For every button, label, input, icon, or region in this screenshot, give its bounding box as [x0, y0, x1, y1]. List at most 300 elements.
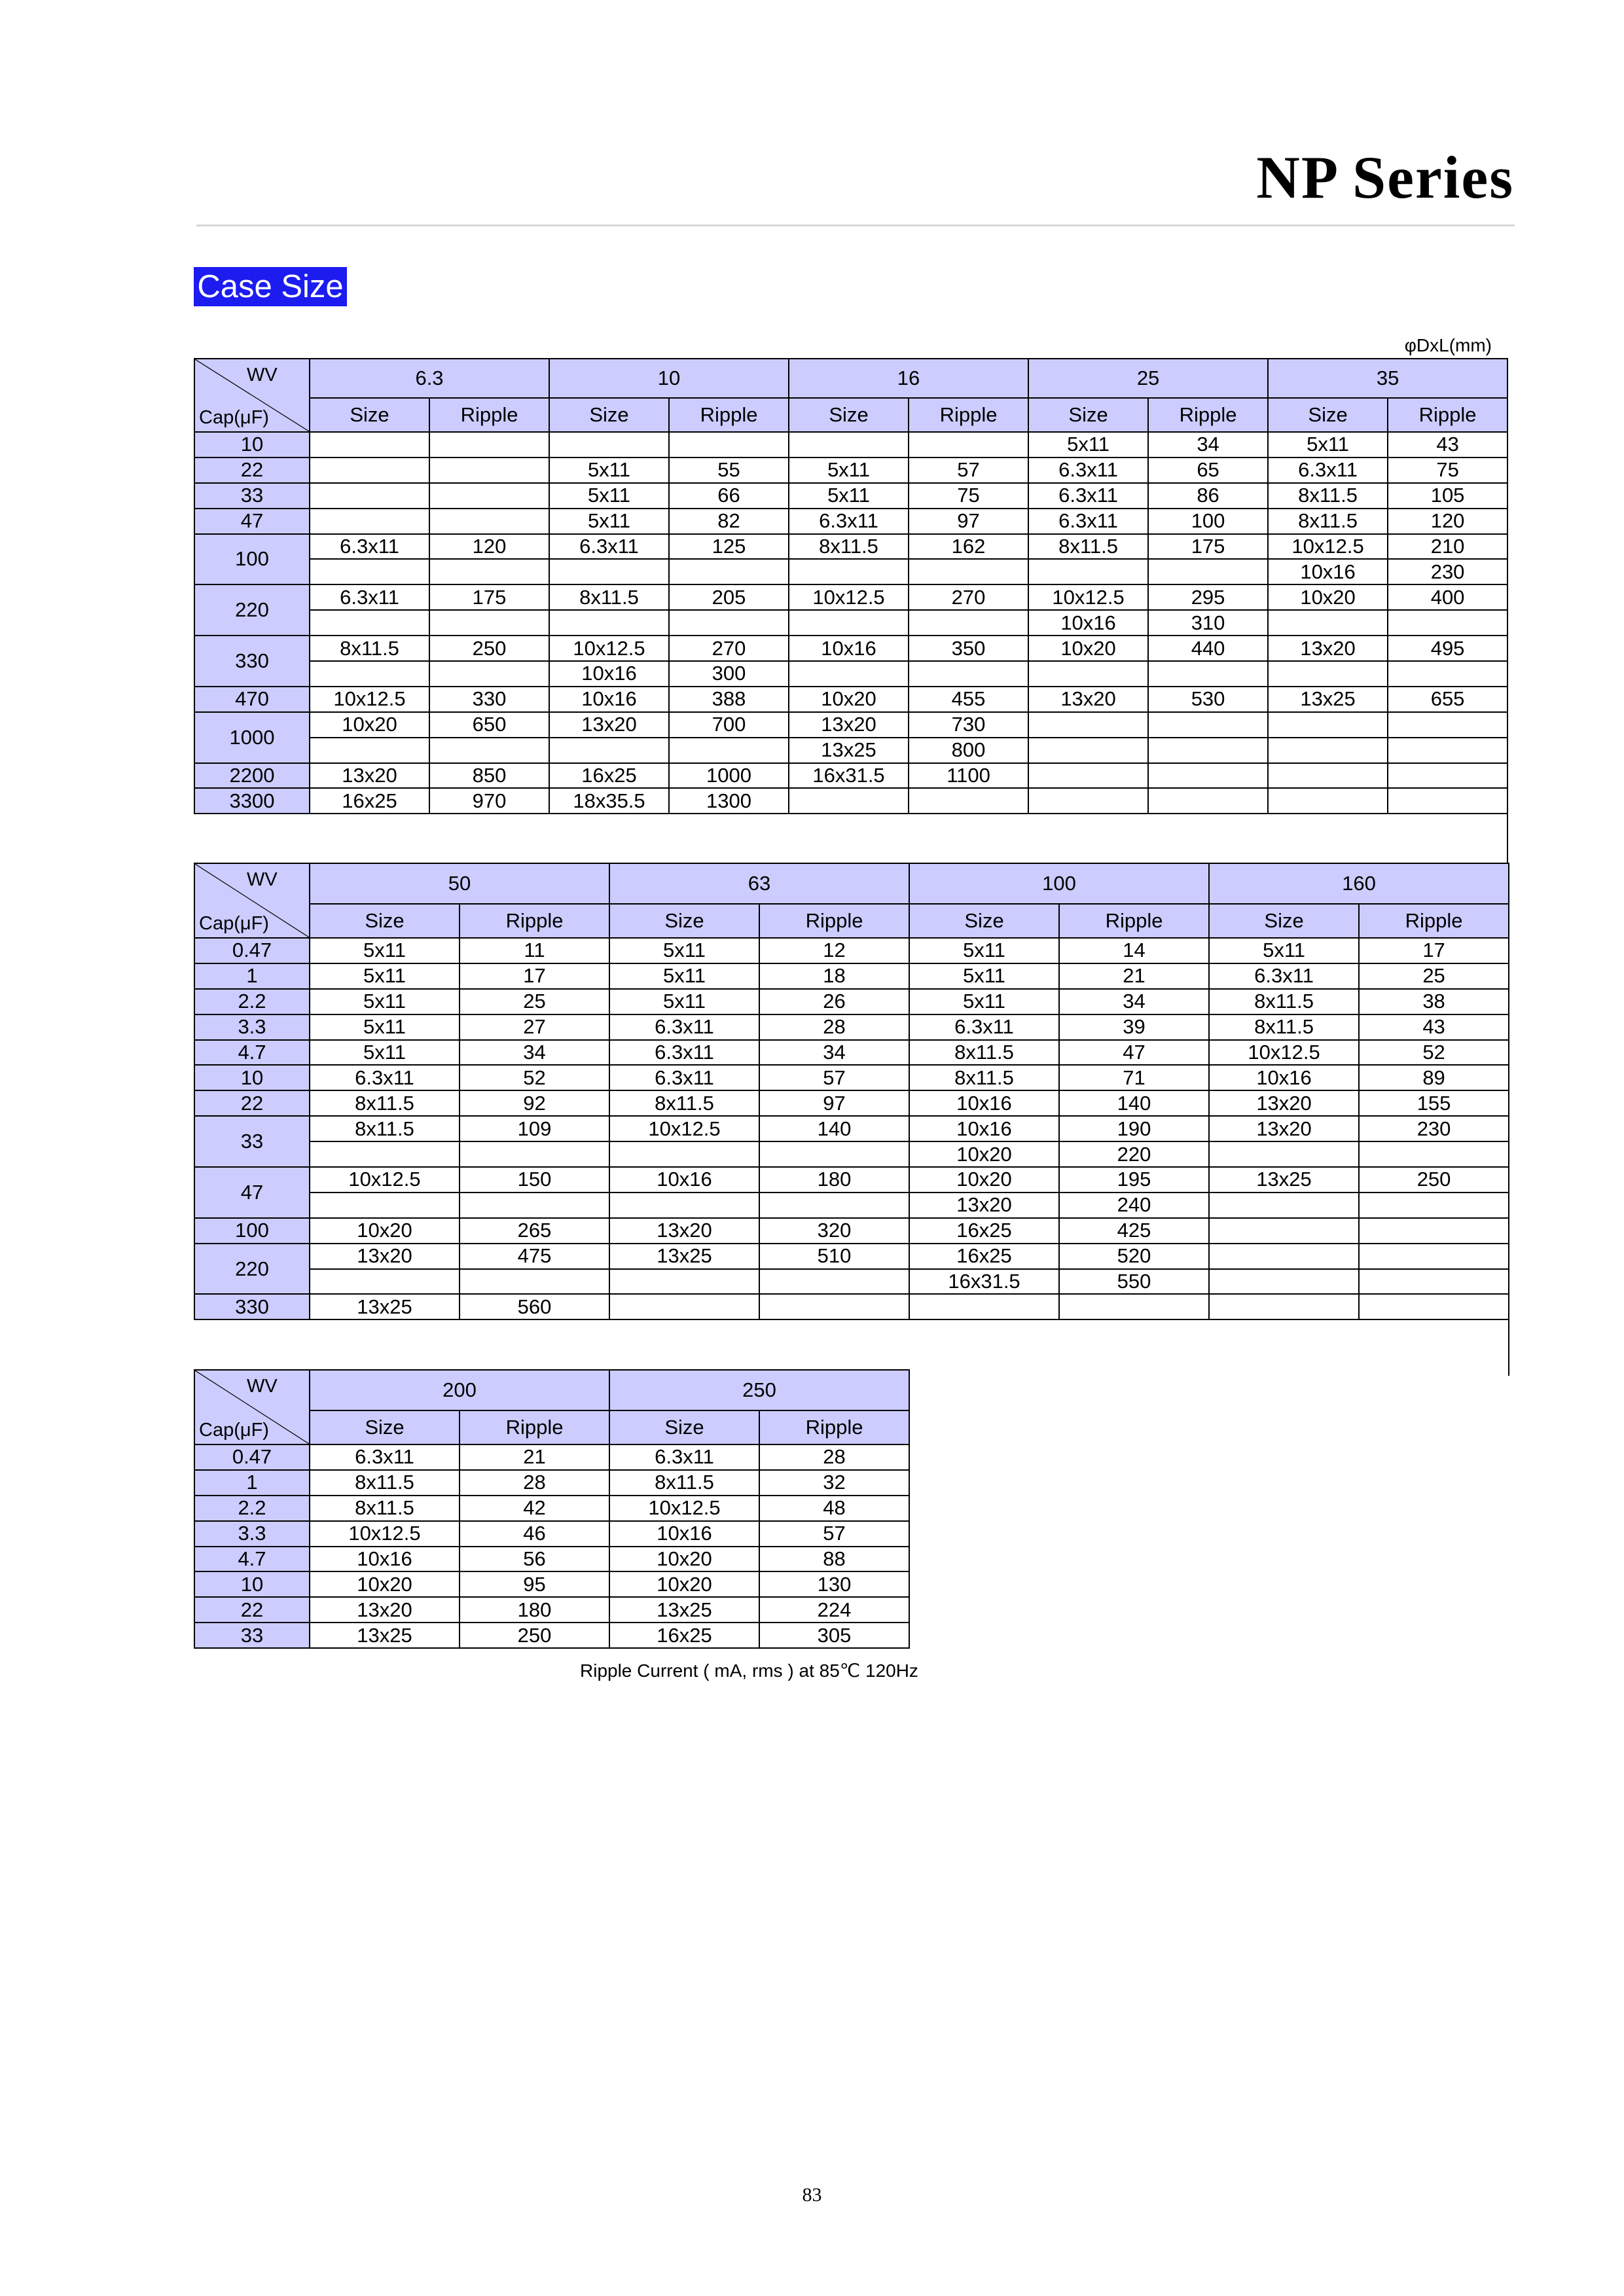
size-cell: 6.3x11	[609, 1040, 759, 1066]
voltage-header: 63	[609, 863, 909, 904]
capacitance-cell: 33	[194, 1116, 310, 1167]
size-cell: 8x11.5	[549, 584, 669, 610]
table-row	[194, 509, 1507, 534]
size-cell: 10x20	[609, 1571, 759, 1597]
table-row	[194, 584, 1507, 610]
size-cell: 10x20	[609, 1547, 759, 1572]
ripple-cell: 89	[1359, 1065, 1509, 1090]
ripple-footnote: Ripple Current ( mA, rms ) at 85℃ 120Hz	[580, 1660, 918, 1681]
size-cell: 6.3x11	[909, 1014, 1059, 1040]
size-cell	[549, 559, 669, 584]
wv-label: WV	[247, 1376, 278, 1397]
ripple-cell: 520	[1059, 1244, 1209, 1269]
capacitance-cell: 3300	[194, 788, 310, 814]
size-cell: 8x11.5	[789, 534, 909, 560]
size-cell	[1268, 788, 1388, 814]
size-cell: 5x11	[609, 938, 759, 963]
ripple-cell	[669, 738, 789, 763]
ripple-column-header: Ripple	[1059, 904, 1209, 938]
ripple-cell	[909, 661, 1028, 687]
size-cell	[549, 610, 669, 636]
size-cell	[310, 1141, 460, 1167]
ripple-cell: 162	[909, 534, 1028, 560]
size-cell: 8x11.5	[1209, 989, 1359, 1014]
ripple-cell: 18	[759, 963, 909, 989]
size-cell: 6.3x11	[1028, 457, 1148, 483]
table-row	[194, 636, 1507, 661]
table-row	[194, 457, 1507, 483]
capacitance-cell: 3.3	[194, 1521, 310, 1547]
ripple-cell: 21	[1059, 963, 1209, 989]
ripple-cell: 66	[669, 483, 789, 509]
ripple-cell: 850	[429, 763, 549, 789]
page-number: 83	[802, 2184, 822, 2206]
case-size-table	[194, 863, 1509, 1320]
size-cell: 10x12.5	[310, 1521, 460, 1547]
capacitance-cell: 47	[194, 509, 310, 534]
ripple-cell: 310	[1148, 610, 1268, 636]
ripple-cell: 57	[759, 1521, 909, 1547]
size-cell: 8x11.5	[310, 1496, 460, 1521]
ripple-cell: 71	[1059, 1065, 1209, 1090]
ripple-cell: 34	[1148, 432, 1268, 457]
ripple-cell: 175	[1148, 534, 1268, 560]
ripple-cell: 125	[669, 534, 789, 560]
ripple-cell: 155	[1359, 1090, 1509, 1116]
case-size-table	[194, 358, 1508, 814]
ripple-cell	[429, 559, 549, 584]
ripple-cell	[1388, 788, 1507, 814]
ripple-cell	[909, 788, 1028, 814]
ripple-cell: 700	[669, 712, 789, 738]
ripple-cell	[1148, 559, 1268, 584]
size-cell: 10x16	[1028, 610, 1148, 636]
ripple-cell: 28	[759, 1444, 909, 1470]
ripple-cell: 97	[759, 1090, 909, 1116]
size-cell	[609, 1294, 759, 1319]
ripple-column-header: Ripple	[759, 904, 909, 938]
table-row	[194, 534, 1507, 560]
ripple-cell: 270	[669, 636, 789, 661]
size-cell	[310, 1269, 460, 1295]
ripple-cell	[1388, 712, 1507, 738]
size-cell: 16x25	[310, 788, 429, 814]
size-cell: 10x12.5	[789, 584, 909, 610]
size-cell	[1268, 661, 1388, 687]
ripple-cell: 270	[909, 584, 1028, 610]
size-cell: 13x20	[1268, 636, 1388, 661]
size-cell: 13x25	[1209, 1167, 1359, 1193]
ripple-cell	[1148, 738, 1268, 763]
size-cell: 13x25	[789, 738, 909, 763]
ripple-cell: 95	[460, 1571, 609, 1597]
size-cell: 5x11	[909, 989, 1059, 1014]
size-cell: 13x20	[310, 763, 429, 789]
capacitance-cell: 330	[194, 1294, 310, 1319]
ripple-cell: 400	[1388, 584, 1507, 610]
cap-label: Cap(μF)	[199, 1420, 269, 1441]
ripple-cell: 88	[759, 1547, 909, 1572]
size-cell: 8x11.5	[1028, 534, 1148, 560]
size-cell: 8x11.5	[1268, 483, 1388, 509]
ripple-cell: 109	[460, 1116, 609, 1141]
size-cell: 10x16	[1268, 559, 1388, 584]
table-row	[194, 1294, 1509, 1319]
table-row	[194, 1597, 909, 1623]
size-cell: 13x25	[310, 1623, 460, 1648]
ripple-cell	[909, 610, 1028, 636]
size-cell: 6.3x11	[1028, 509, 1148, 534]
size-column-header: Size	[310, 904, 460, 938]
ripple-cell: 230	[1388, 559, 1507, 584]
size-column-header: Size	[549, 398, 669, 432]
capacitance-cell: 1	[194, 1470, 310, 1496]
ripple-cell	[1359, 1193, 1509, 1218]
wv-cap-corner-cell	[194, 863, 310, 938]
voltage-header: 6.3	[310, 359, 549, 398]
size-cell: 10x20	[909, 1141, 1059, 1167]
ripple-cell: 43	[1359, 1014, 1509, 1040]
capacitance-cell: 220	[194, 1244, 310, 1295]
ripple-cell: 150	[460, 1167, 609, 1193]
ripple-cell: 57	[909, 457, 1028, 483]
capacitance-cell: 10	[194, 432, 310, 457]
ripple-cell	[460, 1193, 609, 1218]
ripple-cell: 26	[759, 989, 909, 1014]
ripple-cell: 43	[1388, 432, 1507, 457]
size-cell: 5x11	[310, 989, 460, 1014]
size-column-header: Size	[609, 1410, 759, 1444]
ripple-cell: 240	[1059, 1193, 1209, 1218]
ripple-cell: 39	[1059, 1014, 1209, 1040]
ripple-cell: 65	[1148, 457, 1268, 483]
table-row	[194, 1571, 909, 1597]
size-cell	[1209, 1269, 1359, 1295]
table-row	[194, 1547, 909, 1572]
size-cell: 10x20	[909, 1167, 1059, 1193]
ripple-cell: 34	[1059, 989, 1209, 1014]
table-row	[194, 1623, 909, 1648]
size-cell: 10x12.5	[609, 1116, 759, 1141]
ripple-cell: 190	[1059, 1116, 1209, 1141]
size-cell: 5x11	[549, 483, 669, 509]
size-cell	[1209, 1193, 1359, 1218]
size-cell: 10x16	[609, 1167, 759, 1193]
size-cell: 6.3x11	[310, 1444, 460, 1470]
size-cell	[310, 738, 429, 763]
series-title: NP Series	[1256, 144, 1514, 211]
table-row	[194, 1444, 909, 1470]
table-row	[194, 1065, 1509, 1090]
capacitance-cell: 33	[194, 1623, 310, 1648]
ripple-cell: 57	[759, 1065, 909, 1090]
table-edge-line	[1507, 814, 1508, 870]
table-row	[194, 1218, 1509, 1244]
ripple-cell: 11	[460, 938, 609, 963]
table-row	[194, 432, 1507, 457]
table-row	[194, 661, 1507, 687]
size-cell	[310, 559, 429, 584]
size-cell	[1209, 1218, 1359, 1244]
size-cell: 16x25	[909, 1244, 1059, 1269]
size-cell: 5x11	[789, 457, 909, 483]
ripple-cell: 56	[460, 1547, 609, 1572]
size-cell: 10x12.5	[1268, 534, 1388, 560]
ripple-cell: 970	[429, 788, 549, 814]
ripple-cell: 97	[909, 509, 1028, 534]
ripple-cell: 300	[669, 661, 789, 687]
size-cell	[1209, 1244, 1359, 1269]
ripple-cell: 265	[460, 1218, 609, 1244]
size-cell	[609, 1193, 759, 1218]
size-cell: 8x11.5	[609, 1090, 759, 1116]
ripple-cell	[669, 432, 789, 457]
size-cell: 10x20	[789, 687, 909, 712]
size-cell: 6.3x11	[789, 509, 909, 534]
voltage-header: 25	[1028, 359, 1268, 398]
ripple-cell	[759, 1269, 909, 1295]
ripple-column-header: Ripple	[909, 398, 1028, 432]
size-cell	[310, 610, 429, 636]
ripple-cell: 100	[1148, 509, 1268, 534]
size-cell: 16x31.5	[789, 763, 909, 789]
ripple-cell	[429, 457, 549, 483]
size-cell	[609, 1269, 759, 1295]
size-cell: 5x11	[909, 938, 1059, 963]
ripple-column-header: Ripple	[460, 904, 609, 938]
ripple-cell: 655	[1388, 687, 1507, 712]
size-cell	[1209, 1141, 1359, 1167]
size-cell: 8x11.5	[310, 1090, 460, 1116]
size-column-header: Size	[789, 398, 909, 432]
size-cell: 13x25	[1268, 687, 1388, 712]
ripple-cell: 120	[1388, 509, 1507, 534]
ripple-cell: 42	[460, 1496, 609, 1521]
size-cell: 16x25	[909, 1218, 1059, 1244]
size-cell: 6.3x11	[310, 584, 429, 610]
ripple-cell	[1059, 1294, 1209, 1319]
size-cell: 8x11.5	[909, 1040, 1059, 1066]
table-row	[194, 559, 1507, 584]
ripple-cell: 14	[1059, 938, 1209, 963]
ripple-cell: 440	[1148, 636, 1268, 661]
ripple-cell	[429, 483, 549, 509]
wv-label: WV	[247, 365, 278, 386]
size-cell: 10x16	[549, 661, 669, 687]
ripple-cell: 224	[759, 1597, 909, 1623]
table-row	[194, 483, 1507, 509]
ripple-cell: 330	[429, 687, 549, 712]
ripple-cell: 120	[429, 534, 549, 560]
size-cell: 6.3x11	[1209, 963, 1359, 989]
table-row	[194, 1521, 909, 1547]
size-cell	[549, 432, 669, 457]
title-divider	[196, 224, 1515, 226]
ripple-cell: 17	[460, 963, 609, 989]
size-cell	[1028, 763, 1148, 789]
size-cell	[909, 1294, 1059, 1319]
ripple-cell: 34	[759, 1040, 909, 1066]
ripple-cell	[759, 1141, 909, 1167]
dimension-unit-note: φDxL(mm)	[1404, 335, 1492, 355]
size-cell: 16x31.5	[909, 1269, 1059, 1295]
ripple-cell: 210	[1388, 534, 1507, 560]
size-cell	[789, 788, 909, 814]
size-cell: 13x20	[310, 1244, 460, 1269]
size-cell: 5x11	[909, 963, 1059, 989]
ripple-cell: 52	[1359, 1040, 1509, 1066]
ripple-cell: 28	[460, 1470, 609, 1496]
capacitance-cell: 22	[194, 1597, 310, 1623]
ripple-cell: 550	[1059, 1269, 1209, 1295]
size-cell	[1268, 610, 1388, 636]
size-column-header: Size	[609, 904, 759, 938]
ripple-cell: 92	[460, 1090, 609, 1116]
capacitance-cell: 1	[194, 963, 310, 989]
size-cell: 5x11	[609, 989, 759, 1014]
ripple-cell: 250	[1359, 1167, 1509, 1193]
size-cell: 8x11.5	[609, 1470, 759, 1496]
ripple-cell: 25	[460, 989, 609, 1014]
ripple-cell: 800	[909, 738, 1028, 763]
voltage-header: 200	[310, 1370, 609, 1410]
size-cell: 13x20	[1209, 1116, 1359, 1141]
ripple-cell: 1300	[669, 788, 789, 814]
table-row	[194, 1167, 1509, 1193]
size-cell: 10x20	[310, 1571, 460, 1597]
voltage-header: 160	[1209, 863, 1509, 904]
ripple-cell: 82	[669, 509, 789, 534]
size-cell: 10x12.5	[1028, 584, 1148, 610]
capacitance-cell: 4.7	[194, 1040, 310, 1066]
size-cell	[549, 738, 669, 763]
ripple-cell: 140	[759, 1116, 909, 1141]
ripple-cell: 530	[1148, 687, 1268, 712]
ripple-cell	[429, 661, 549, 687]
table-row	[194, 1141, 1509, 1167]
ripple-cell: 1100	[909, 763, 1028, 789]
size-cell: 5x11	[549, 509, 669, 534]
size-cell: 16x25	[549, 763, 669, 789]
ripple-cell	[669, 610, 789, 636]
ripple-column-header: Ripple	[1148, 398, 1268, 432]
size-cell	[1028, 738, 1148, 763]
size-cell: 6.3x11	[1268, 457, 1388, 483]
size-cell: 8x11.5	[909, 1065, 1059, 1090]
capacitance-cell: 3.3	[194, 1014, 310, 1040]
size-cell: 5x11	[310, 1040, 460, 1066]
size-column-header: Size	[310, 398, 429, 432]
wv-label: WV	[247, 869, 278, 890]
ripple-cell	[429, 432, 549, 457]
ripple-cell	[460, 1141, 609, 1167]
size-cell	[789, 661, 909, 687]
size-column-header: Size	[1268, 398, 1388, 432]
ripple-cell: 320	[759, 1218, 909, 1244]
ripple-cell: 130	[759, 1571, 909, 1597]
size-cell: 10x12.5	[310, 1167, 460, 1193]
size-cell	[310, 457, 429, 483]
size-cell: 13x25	[310, 1294, 460, 1319]
table-row	[194, 1244, 1509, 1269]
ripple-cell: 220	[1059, 1141, 1209, 1167]
size-cell: 8x11.5	[310, 1116, 460, 1141]
size-cell	[1028, 712, 1148, 738]
size-cell: 8x11.5	[1209, 1014, 1359, 1040]
size-column-header: Size	[310, 1410, 460, 1444]
voltage-header: 100	[909, 863, 1209, 904]
ripple-cell: 560	[460, 1294, 609, 1319]
ripple-cell: 25	[1359, 963, 1509, 989]
size-cell: 10x12.5	[310, 687, 429, 712]
size-cell: 10x16	[609, 1521, 759, 1547]
size-cell: 10x16	[789, 636, 909, 661]
capacitance-cell: 470	[194, 687, 310, 712]
size-cell	[1209, 1294, 1359, 1319]
size-column-header: Size	[909, 904, 1059, 938]
capacitance-cell: 100	[194, 534, 310, 585]
table-row	[194, 1193, 1509, 1218]
capacitance-cell: 2200	[194, 763, 310, 789]
table-row	[194, 1014, 1509, 1040]
size-cell: 13x20	[609, 1218, 759, 1244]
ripple-cell: 175	[429, 584, 549, 610]
ripple-cell: 205	[669, 584, 789, 610]
ripple-cell	[1359, 1294, 1509, 1319]
size-cell: 5x11	[310, 963, 460, 989]
ripple-cell: 46	[460, 1521, 609, 1547]
size-cell: 10x16	[310, 1547, 460, 1572]
wv-cap-corner-cell	[194, 359, 310, 432]
table-edge-line	[1508, 1319, 1509, 1376]
ripple-cell	[1359, 1269, 1509, 1295]
ripple-column-header: Ripple	[1359, 904, 1509, 938]
ripple-cell: 730	[909, 712, 1028, 738]
size-cell	[789, 559, 909, 584]
size-cell: 8x11.5	[1268, 509, 1388, 534]
ripple-column-header: Ripple	[759, 1410, 909, 1444]
table-row	[194, 687, 1507, 712]
size-cell: 6.3x11	[549, 534, 669, 560]
size-cell: 8x11.5	[310, 636, 429, 661]
table-row	[194, 989, 1509, 1014]
size-cell	[1268, 712, 1388, 738]
capacitance-cell: 100	[194, 1218, 310, 1244]
ripple-cell: 52	[460, 1065, 609, 1090]
wv-cap-corner-cell	[194, 1370, 310, 1444]
ripple-cell: 17	[1359, 938, 1509, 963]
ripple-column-header: Ripple	[1388, 398, 1507, 432]
ripple-cell: 75	[909, 483, 1028, 509]
ripple-cell: 250	[460, 1623, 609, 1648]
table-row	[194, 1116, 1509, 1141]
voltage-header: 10	[549, 359, 789, 398]
voltage-header: 35	[1268, 359, 1507, 398]
ripple-cell: 105	[1388, 483, 1507, 509]
ripple-column-header: Ripple	[460, 1410, 609, 1444]
size-cell	[789, 610, 909, 636]
cap-label: Cap(μF)	[199, 407, 269, 428]
ripple-column-header: Ripple	[669, 398, 789, 432]
ripple-cell: 86	[1148, 483, 1268, 509]
table-row	[194, 763, 1507, 789]
size-cell	[1028, 788, 1148, 814]
table-row	[194, 1090, 1509, 1116]
size-cell: 8x11.5	[310, 1470, 460, 1496]
size-cell: 10x12.5	[1209, 1040, 1359, 1066]
table-row	[194, 963, 1509, 989]
size-cell: 5x11	[1209, 938, 1359, 963]
